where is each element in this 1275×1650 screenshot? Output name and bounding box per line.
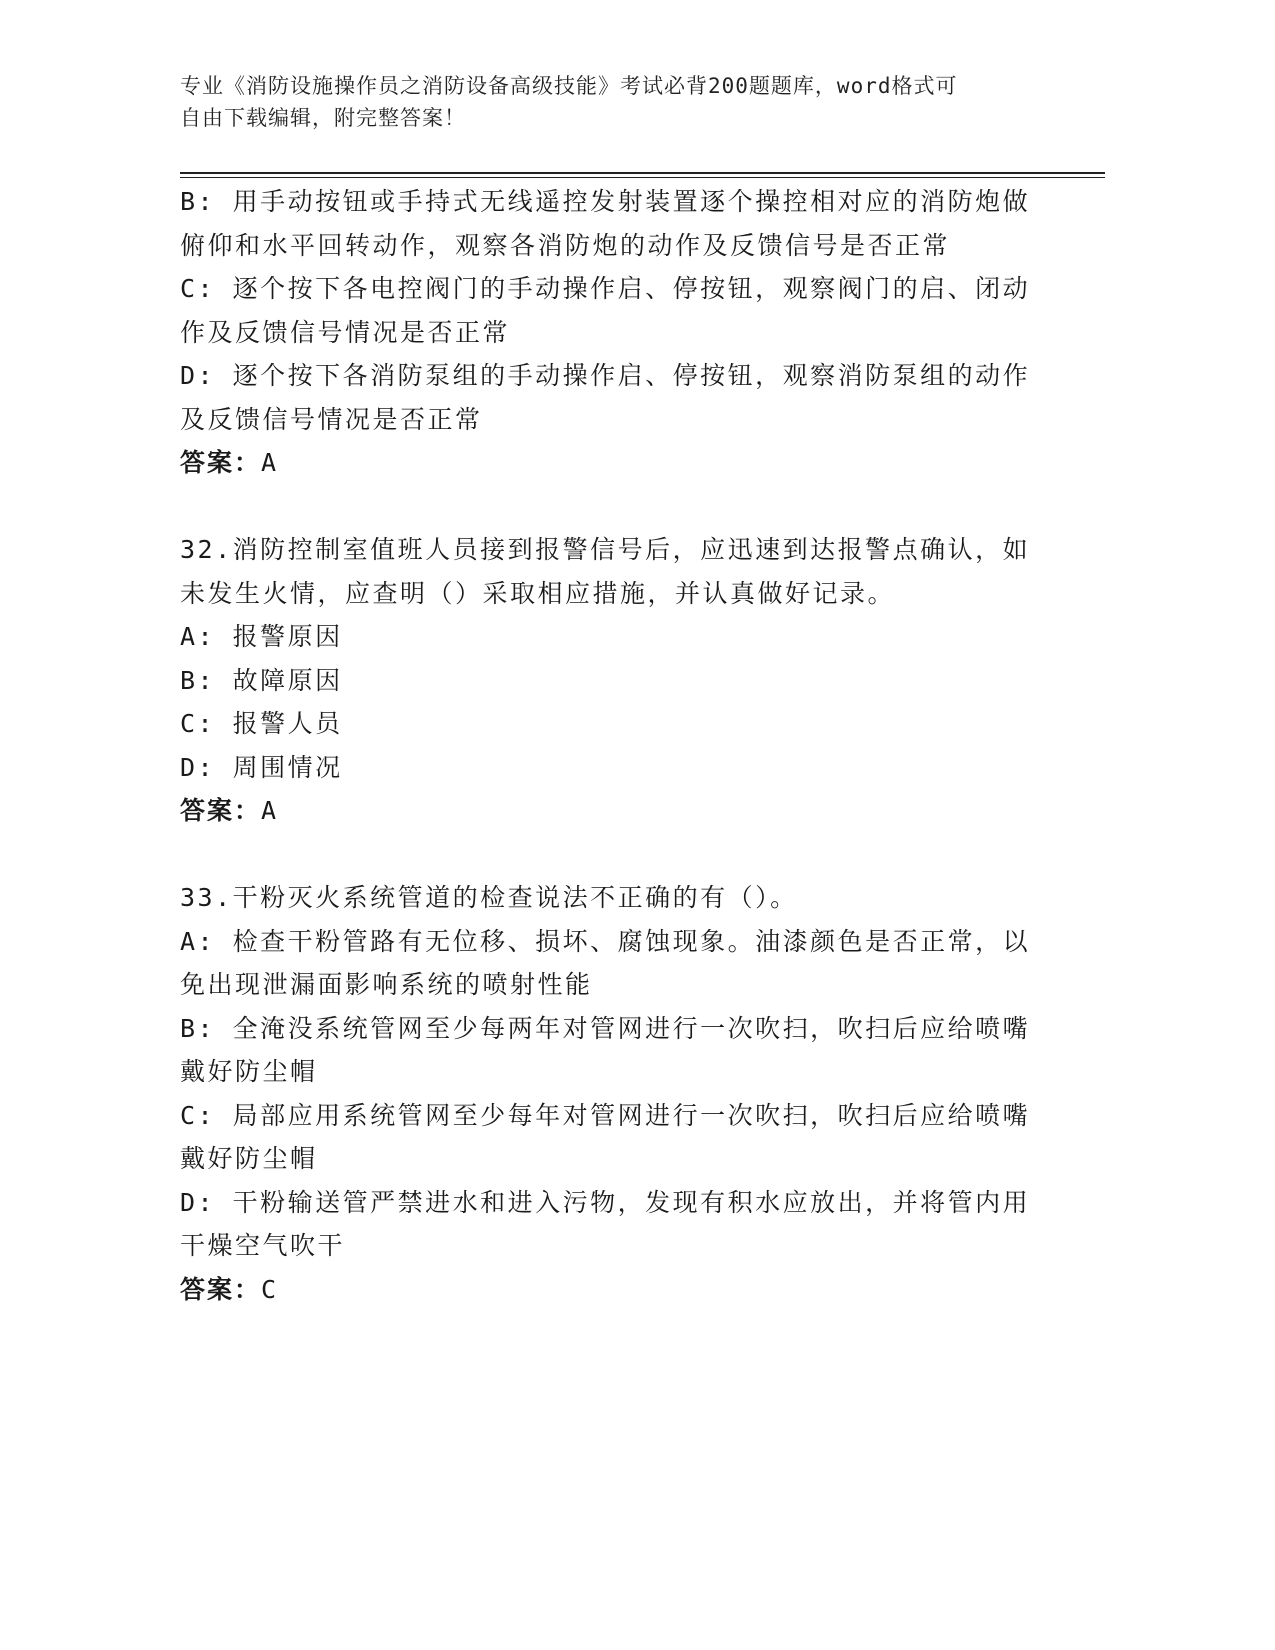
header-line-2: 自由下载编辑，附完整答案！: [180, 106, 466, 130]
prev-question: [180, 180, 1040, 485]
q33-option-d-line-1: D: 干粉输送管严禁进水和进入污物，发现有积水应放出，并将管内用: [180, 1187, 1031, 1217]
answer-value: A: [261, 796, 279, 825]
header-rule-thick: [180, 172, 1105, 174]
question-33: [180, 876, 1040, 1311]
answer-value: A: [261, 448, 279, 477]
answer-label: 答案：: [180, 796, 262, 825]
answer-value: C: [261, 1274, 279, 1304]
prev-option-d-line-1: D: 逐个按下各消防泵组的手动操作启、停按钮，观察消防泵组的动作: [180, 361, 1031, 390]
prev-answer: [180, 441, 1040, 485]
q32-option-c: C: 报警人员: [180, 709, 343, 738]
q32-option-b: B: 故障原因: [180, 665, 343, 695]
q32-stem-line-1: 32.消防控制室值班人员接到报警信号后，应迅速到达报警点确认，如: [180, 535, 1031, 564]
header-rule-thin: [180, 177, 1105, 178]
q33-option-b-line-2: 戴好防尘帽: [180, 1057, 318, 1086]
q32-option-a: A: 报警原因: [180, 622, 343, 651]
answer-label: 答案：: [180, 448, 262, 477]
q32-stem-line-2: 未发生火情，应查明（）采取相应措施，并认真做好记录。: [180, 578, 896, 608]
prev-option-c-line-1: C: 逐个按下各电控阀门的手动操作启、停按钮，观察阀门的启、闭动: [180, 274, 1031, 303]
question-content: [180, 180, 1040, 1311]
q33-option-b-line-1: B: 全淹没系统管网至少每两年对管网进行一次吹扫，吹扫后应给喷嘴: [180, 1013, 1031, 1043]
q33-option-a-line-1: A: 检查干粉管路有无位移、损坏、腐蚀现象。油漆颜色是否正常，以: [180, 926, 1031, 956]
question-32: [180, 528, 1040, 833]
prev-option-d-line-2: 及反馈信号情况是否正常: [180, 404, 483, 434]
header-line-1: 专业《消防设施操作员之消防设备高级技能》考试必背200题题库，word格式可: [180, 74, 958, 98]
q32-answer: [180, 789, 1040, 833]
q33-answer: [180, 1268, 1040, 1312]
document-header: [180, 70, 1040, 134]
q33-option-a-line-2: 免出现泄漏面影响系统的喷射性能: [180, 970, 593, 999]
q33-option-c-line-2: 戴好防尘帽: [180, 1144, 318, 1173]
q32-option-d: D: 周围情况: [180, 752, 343, 782]
q33-option-d-line-2: 干燥空气吹干: [180, 1231, 346, 1260]
answer-label: 答案：: [180, 1274, 262, 1304]
q33-stem: 33.干粉灭火系统管道的检查说法不正确的有（）。: [180, 883, 798, 912]
question-gap: [180, 485, 1040, 529]
prev-option-b-line-1: B: 用手动按钮或手持式无线遥控发射装置逐个操控相对应的消防炮做: [180, 187, 1031, 216]
q33-option-c-line-1: C: 局部应用系统管网至少每年对管网进行一次吹扫，吹扫后应给喷嘴: [180, 1100, 1031, 1130]
prev-option-c-line-2: 作及反馈信号情况是否正常: [180, 317, 511, 347]
question-gap: [180, 833, 1040, 877]
prev-option-b-line-2: 俯仰和水平回转动作，观察各消防炮的动作及反馈信号是否正常: [180, 230, 951, 260]
